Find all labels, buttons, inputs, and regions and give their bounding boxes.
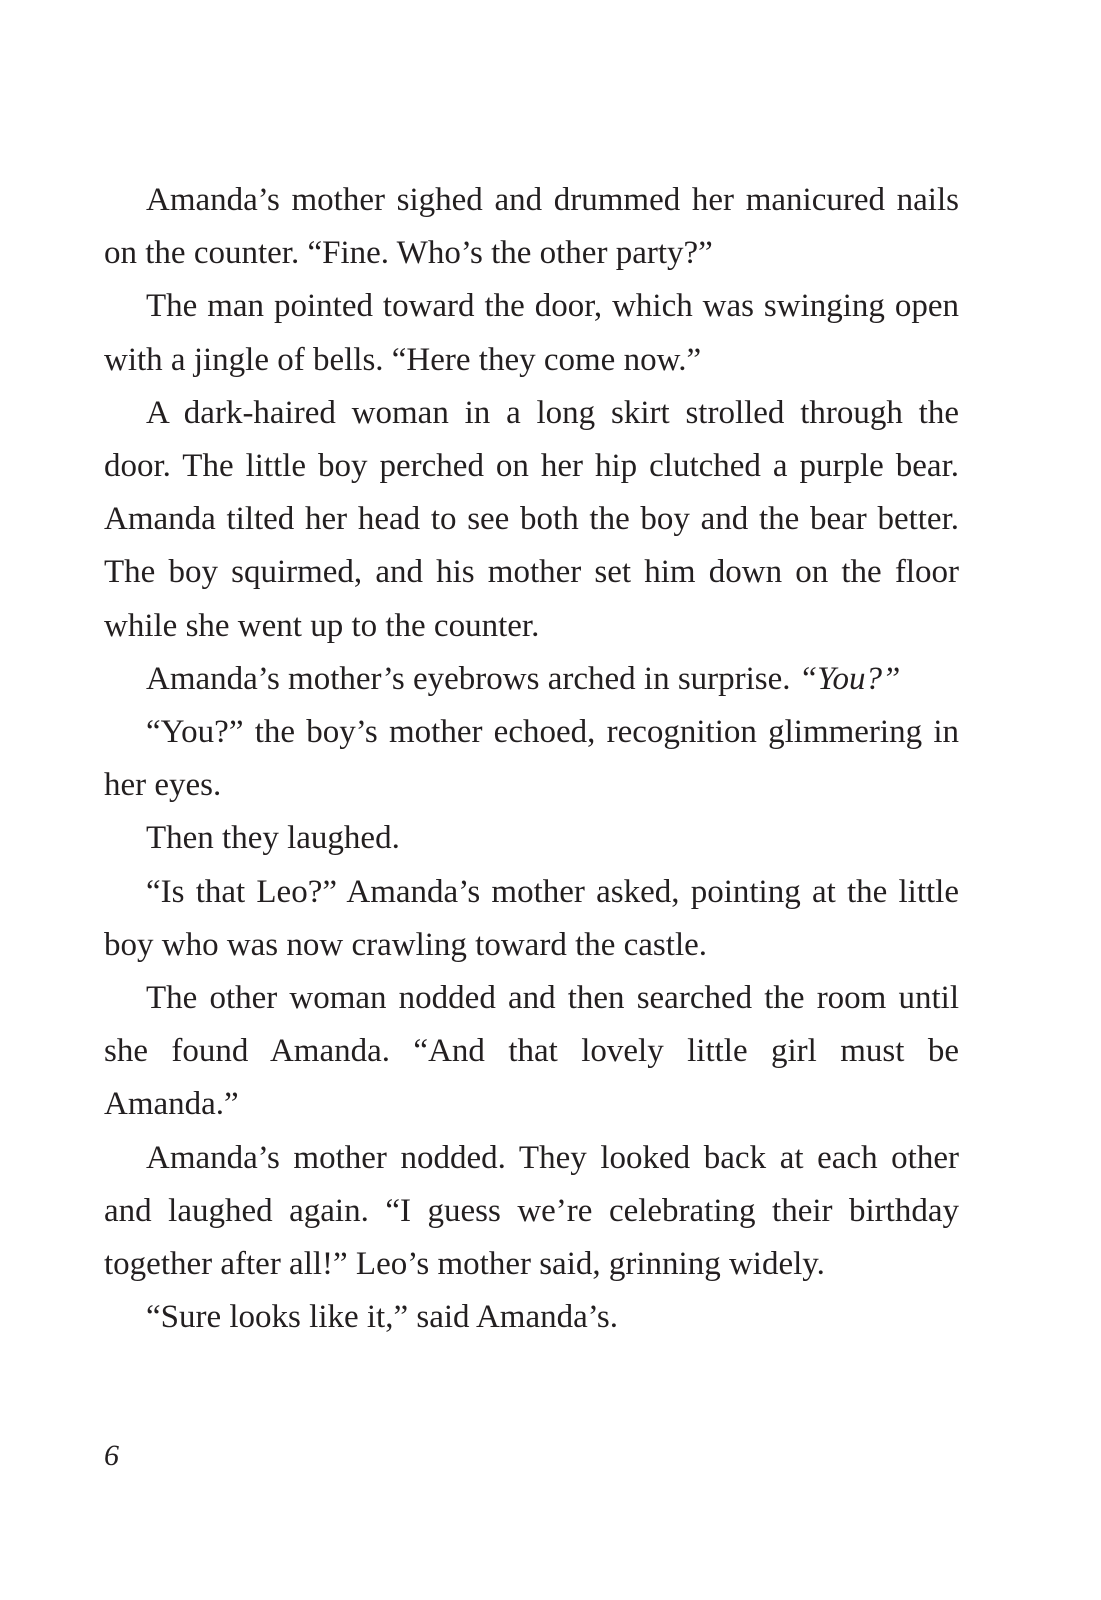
paragraph-1: Amanda’s mother sighed and drummed her manicured nails on the counter. “Fine. Who’s the other party?” [104,182,959,272]
body-text [104,174,959,1344]
paragraph-10: “Sure looks like it,” said Amanda’s. [146,1299,619,1336]
paragraph-9: Amanda’s mother nodded. They looked back at each other and laughed again. “I guess we’re celebrating their birthday together after all!” Leo’s mother said, grinning widely. [104,1139,959,1283]
paragraph-8: The other woman nodded and then searched the room until she found Amanda. “And that lovely little girl must be Amanda.” [104,980,959,1123]
page-number: 6 [104,1439,119,1472]
paragraph-7: “Is that Leo?” Amanda’s mother asked, pointing at the little boy who was now crawling toward the castle. [104,873,959,963]
paragraph-5: “You?” the boy’s mother echoed, recognition glimmering in her eyes. [104,714,959,804]
paragraph-4-text: Amanda’s mother’s eyebrows arched in surprise. [146,660,799,697]
paragraph-4-italic: “You?” [798,660,901,697]
paragraph-6: Then they laughed. [146,820,400,857]
paragraph-4 [104,653,959,706]
paragraph-3: A dark-haired woman in a long skirt strolled through the door. The little boy perched on her hip clutched a purple bear. Amanda tilted her head to see both the boy and the bear better. The boy squirmed, and his mother set him down on the floor while she went up to the counter. [104,394,959,644]
paragraph-2: The man pointed toward the door, which was swinging open with a jingle of bells. “Here they come now.” [104,288,959,378]
